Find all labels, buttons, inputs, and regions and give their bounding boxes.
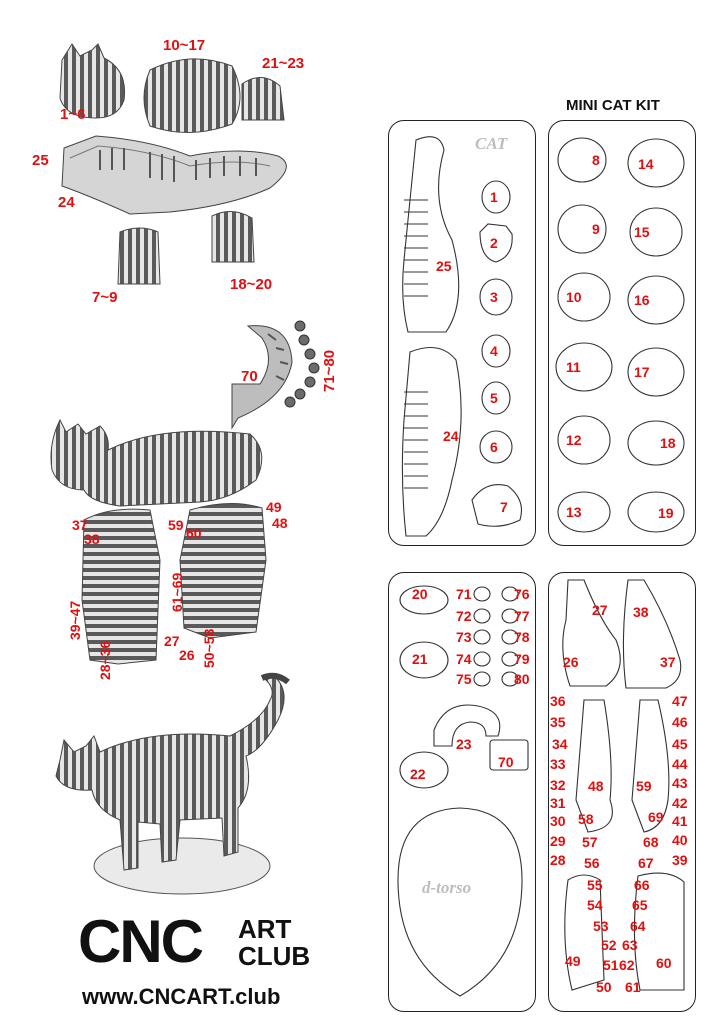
sheet4-part-58: 58 xyxy=(578,811,594,827)
label-60: 60 xyxy=(186,525,202,541)
label-37: 37 xyxy=(72,517,88,533)
label-front-left-slices: 39~47 xyxy=(67,600,83,640)
sheet2-part-15: 15 xyxy=(634,224,650,240)
sheet4-part-64: 64 xyxy=(630,918,646,934)
label-spine-24: 24 xyxy=(58,194,75,211)
sheet3-part-23: 23 xyxy=(456,736,472,752)
sheet4-part-66: 66 xyxy=(634,877,650,893)
brand-main-text: CNC xyxy=(78,908,202,975)
sheet4-part-51: 51 xyxy=(603,957,619,973)
sheet3-part-75: 75 xyxy=(456,671,472,687)
sheet3-part-22: 22 xyxy=(410,766,426,782)
sheet1-part-5: 5 xyxy=(490,390,498,406)
sheet4-part-49: 49 xyxy=(565,953,581,969)
sheet4-part-65: 65 xyxy=(632,897,648,913)
label-spine-25: 25 xyxy=(32,152,49,169)
sheet2-part-10: 10 xyxy=(566,289,582,305)
sheet4-part-28: 28 xyxy=(550,852,566,868)
sheet4-part-39: 39 xyxy=(672,852,688,868)
sheet4-part-53: 53 xyxy=(593,918,609,934)
label-paw-slices: 28~36 xyxy=(97,640,113,680)
sheet4-part-61: 61 xyxy=(625,979,641,995)
sheet3-part-80: 80 xyxy=(514,671,530,687)
sheet4-part-33: 33 xyxy=(550,756,566,772)
sheet3-part-20: 20 xyxy=(412,586,428,602)
sheet4-part-36: 36 xyxy=(550,693,566,709)
sheet2-part-16: 16 xyxy=(634,292,650,308)
sheet4-part-41: 41 xyxy=(672,813,688,829)
engraving-torso: d-torso xyxy=(422,878,472,897)
label-rear-slices: 21~23 xyxy=(262,55,305,72)
sheet4-part-69: 69 xyxy=(648,809,664,825)
label-27: 27 xyxy=(164,633,180,649)
sheet2-part-9: 9 xyxy=(592,221,600,237)
sheet4-part-35: 35 xyxy=(550,714,566,730)
sheet1-part-25: 25 xyxy=(436,258,452,274)
sheet4-part-30: 30 xyxy=(550,813,566,829)
sheet1-part-1: 1 xyxy=(490,189,498,205)
sheet4-part-62: 62 xyxy=(619,957,635,973)
sheet2-part-17: 17 xyxy=(634,364,650,380)
brand-url: www.CNCART.club xyxy=(82,984,281,1009)
sheet4-part-56: 56 xyxy=(584,855,600,871)
sheet2-part-8: 8 xyxy=(592,152,600,168)
sheet4-part-68: 68 xyxy=(643,834,659,850)
sheet4-part-38: 38 xyxy=(633,604,649,620)
sheet3-part-71: 71 xyxy=(456,586,472,602)
sheet3-part-78: 78 xyxy=(514,629,530,645)
brand-club: CLUB xyxy=(238,941,311,972)
sheet4-part-26: 26 xyxy=(563,654,579,670)
sheet1-part-3: 3 xyxy=(490,289,498,305)
sheet4-part-44: 44 xyxy=(672,756,688,772)
sheet3-part-79: 79 xyxy=(514,651,530,667)
sheet4-part-50: 50 xyxy=(596,979,612,995)
sheet2-part-11: 11 xyxy=(566,359,581,375)
sheet3-part-76: 76 xyxy=(514,586,530,602)
sheet4-part-57: 57 xyxy=(582,834,598,850)
sheet3-part-72: 72 xyxy=(456,608,472,624)
sheet1-part-24: 24 xyxy=(443,428,459,444)
label-back-slices: 50~58 xyxy=(201,628,217,668)
label-front-leg: 7~9 xyxy=(92,289,118,306)
sheet2-part-19: 19 xyxy=(658,505,674,521)
sheet4-part-59: 59 xyxy=(636,778,652,794)
sheet4-part-43: 43 xyxy=(672,775,688,791)
label-tail-segments: 71~80 xyxy=(321,349,338,392)
brand-art: ART xyxy=(238,914,292,944)
sheet4-part-42: 42 xyxy=(672,795,688,811)
sheet3-part-74: 74 xyxy=(456,651,472,667)
sheet4-part-27: 27 xyxy=(592,602,608,618)
sheet4-part-48: 48 xyxy=(588,778,604,794)
label-head-slices: 1~6 xyxy=(60,106,86,123)
label-front-right-slices: 61~69 xyxy=(169,572,185,612)
sheet4-part-60: 60 xyxy=(656,955,672,971)
sheet3-part-77: 77 xyxy=(514,608,530,624)
sheet4-part-29: 29 xyxy=(550,833,566,849)
sheet4-part-67: 67 xyxy=(638,855,654,871)
sheet3-part-21: 21 xyxy=(412,651,428,667)
sheet4-part-46: 46 xyxy=(672,714,688,730)
label-back-leg: 18~20 xyxy=(230,276,273,293)
sheet2-part-14: 14 xyxy=(638,156,654,172)
sheet2-part-13: 13 xyxy=(566,504,582,520)
sheet4-part-55: 55 xyxy=(587,877,603,893)
label-tail-base: 70 xyxy=(241,368,258,385)
sheet1-part-4: 4 xyxy=(490,343,498,359)
label-body-slices: 10~17 xyxy=(163,37,206,54)
label-26: 26 xyxy=(179,647,195,663)
sheet4-part-63: 63 xyxy=(622,937,638,953)
label-59: 59 xyxy=(168,517,184,533)
sheet1-part-6: 6 xyxy=(490,439,498,455)
sheet1-part-2: 2 xyxy=(490,235,498,251)
sheet3-part-73: 73 xyxy=(456,629,472,645)
kit-title: MINI CAT KIT xyxy=(566,97,660,114)
sheet4-part-31: 31 xyxy=(550,795,566,811)
label-49: 49 xyxy=(266,499,282,515)
sheet3-part-70: 70 xyxy=(498,754,514,770)
engraving-cat: CAT xyxy=(475,134,508,153)
sheet4-part-40: 40 xyxy=(672,832,688,848)
label-48: 48 xyxy=(272,515,288,531)
sheet4-part-47: 47 xyxy=(672,693,688,709)
sheet4-part-52: 52 xyxy=(601,937,617,953)
sheet4-part-37: 37 xyxy=(660,654,676,670)
label-38: 38 xyxy=(84,531,100,547)
sheet2-part-12: 12 xyxy=(566,432,582,448)
sheet1-part-7: 7 xyxy=(500,499,508,515)
sheet2-part-18: 18 xyxy=(660,435,676,451)
sheet4-part-45: 45 xyxy=(672,736,688,752)
sheet4-part-54: 54 xyxy=(587,897,603,913)
sheet4-part-32: 32 xyxy=(550,777,566,793)
sheet4-part-34: 34 xyxy=(552,736,568,752)
